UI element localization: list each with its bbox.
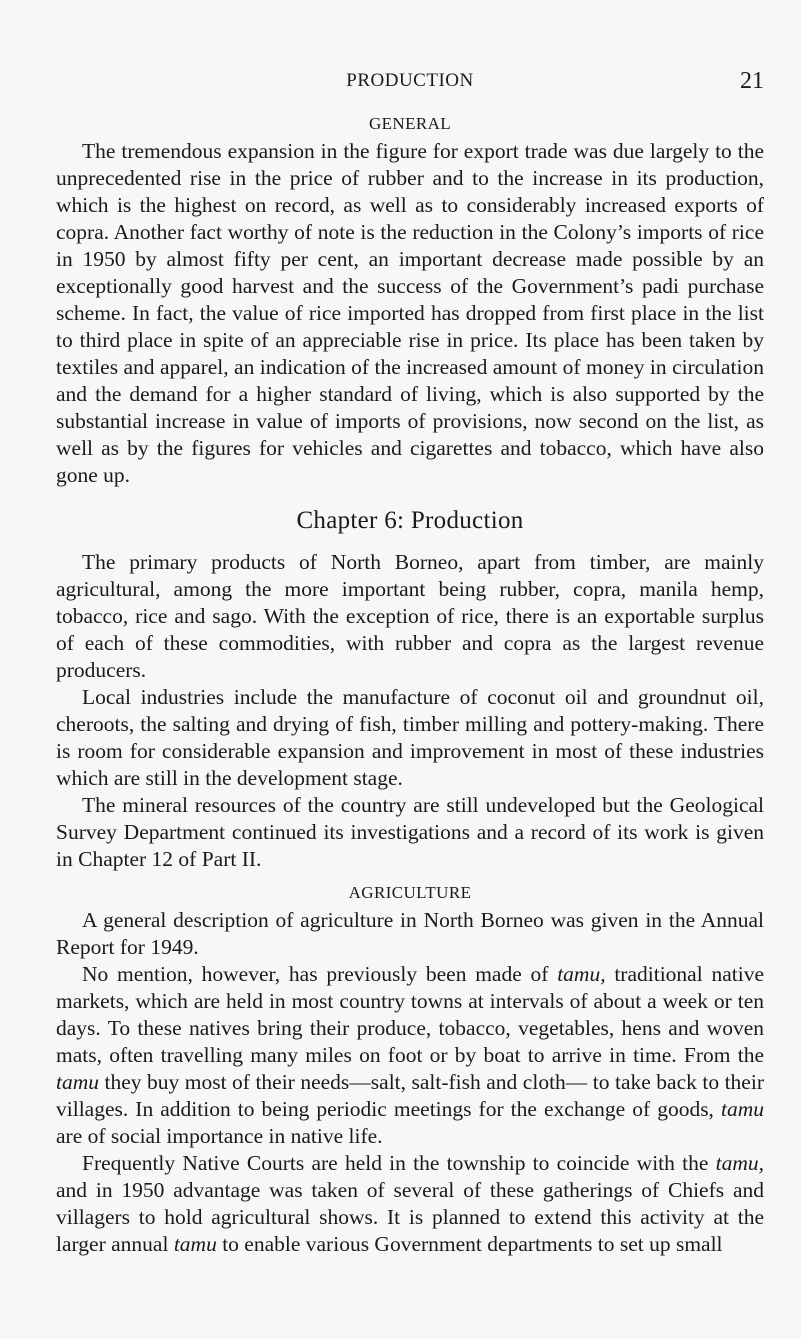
italic-term: tamu bbox=[173, 1232, 217, 1256]
general-paragraph: The tremendous expansion in the figure for export trade was due largely to the unprecedented rise in the price of rubber and to the increase in its production, which is the highest on record, as well as to considerably increased exports of copra. Another fact worthy of note is the reduction in the Colony’s imports of rice in 1950 by almost fifty per cent, an important decrease made possible by an exceptionally good harvest and the success of the Government’s padi purchase scheme. In fact, the value of rice imported has dropped from first place in the list to third place in spite of an appreciable rise in price. Its place has been taken by textiles and apparel, an indication of the increased amount of money in circulation and the demand for a higher standard of living, which is also supported by the substantial increase in value of imports of provisions, now second on the list, as well as by the figures for vehicles and cigarettes and tobacco, which have also gone up. bbox=[56, 139, 764, 487]
italic-term: tamu, bbox=[557, 962, 606, 986]
text-run: to enable various Government departments to set up small bbox=[216, 1232, 723, 1256]
text-run: Frequently Native Courts are held in the township to coincide with the bbox=[82, 1151, 716, 1175]
agriculture-paragraph-1: A general description of agriculture in North Borneo was given in the Annual Report for 1949. bbox=[56, 908, 764, 959]
chapter-title: Chapter 6: Production bbox=[296, 507, 524, 534]
text-run: are of social importance in native life. bbox=[56, 1124, 383, 1148]
running-title: PRODUCTION bbox=[346, 70, 474, 91]
chapter-paragraph-3: The mineral resources of the country are still undeveloped but the Geological Survey Department continued its investigations and a record of its work is given in Chapter 12 of Part II. bbox=[56, 793, 764, 871]
italic-term: tamu, bbox=[715, 1151, 764, 1175]
agriculture-paragraph-3 bbox=[56, 1150, 764, 1258]
agriculture-paragraph-2 bbox=[56, 961, 764, 1150]
page-number: 21 bbox=[740, 68, 764, 94]
running-header bbox=[56, 70, 764, 104]
italic-term: tamu bbox=[56, 1070, 99, 1094]
text-run: traditional native markets, which are held in most country towns at intervals of about a week or ten days. To these natives bring their produce, tobacco, vegetables, hens and woven mats, often travelling many miles on foot or by boat to arrive in time. From the bbox=[56, 962, 764, 1067]
section-heading-general: GENERAL bbox=[368, 114, 452, 133]
chapter-paragraph-2: Local industries include the manufacture of coconut oil and groundnut oil, cheroots, the salting and drying of fish, timber milling and pottery-making. There is room for considerable expansion and improvement in most of these industries which are still in the development stage. bbox=[56, 685, 764, 790]
italic-term: tamu bbox=[721, 1097, 764, 1121]
text-run: and in 1950 advantage was taken of several of these gatherings of Chiefs and villagers to hold agricultural shows. It is planned to extend this activity at the larger annual bbox=[56, 1178, 764, 1256]
chapter-paragraph-1: The primary products of North Borneo, apart from timber, are mainly agricultural, among the more important being rubber, copra, manila hemp, tobacco, rice and sago. With the exception of rice, there is an exportable surplus of each of these commodities, with rubber and copra as the largest revenue producers. bbox=[56, 550, 764, 682]
section-heading-agriculture: AGRICULTURE bbox=[348, 883, 472, 902]
text-run: they buy most of their needs—salt, salt-fish and cloth— to take back to their villages. In addition to being periodic meetings for the exchange of goods, bbox=[56, 1070, 764, 1121]
text-run: No mention, however, has previously been made of bbox=[82, 962, 558, 986]
document-page bbox=[56, 70, 764, 1258]
